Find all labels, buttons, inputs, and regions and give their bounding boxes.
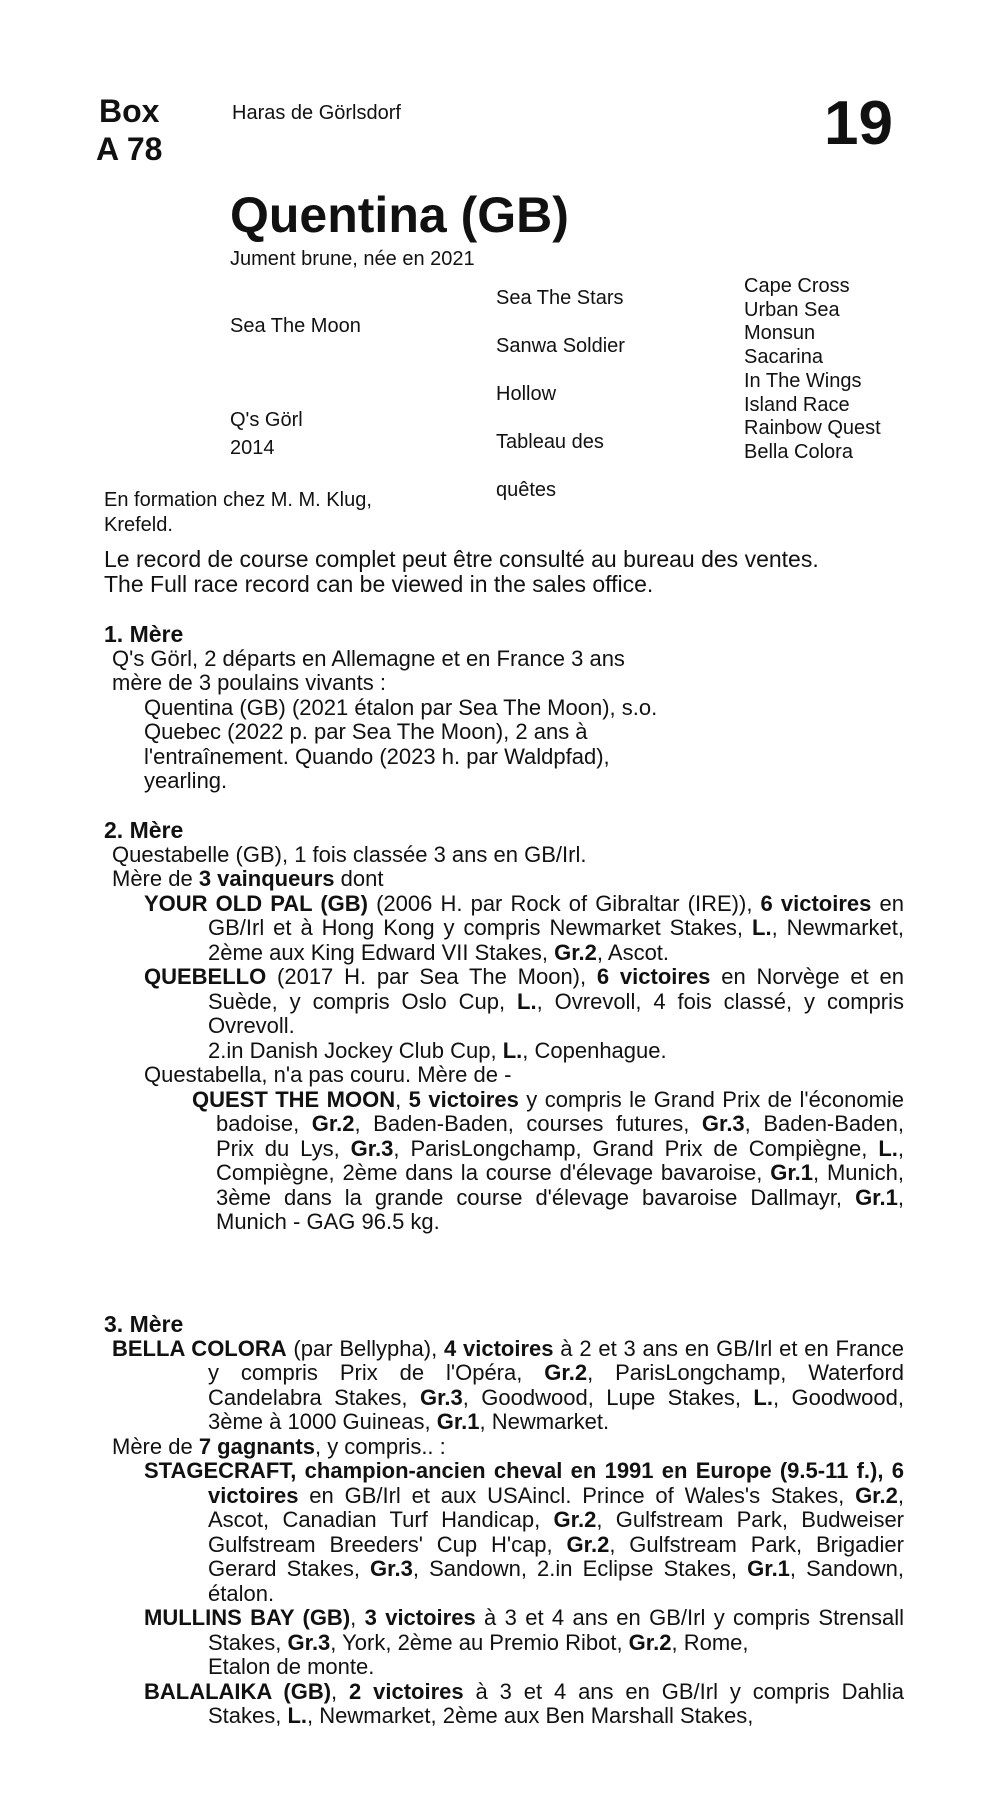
progeny-entry: Etalon de monte. (208, 1654, 375, 1679)
dam-line: Questabelle (GB), 1 fois classée 3 ans en GB/Irl. (112, 841, 587, 867)
pedigree-gen4-item: Island Race (744, 393, 850, 416)
progeny-entry: BALALAIKA (GB), 2 victoires à 3 et 4 ans en GB/Irl y compris Dahlia Stakes, L., Newmarket, 2ème aux Ben Marshall Stakes, (144, 1678, 904, 1728)
pedigree-gen3-5: quêtes (496, 479, 557, 501)
pedigree-gen3-2: Sanwa Soldier (496, 335, 625, 357)
lot-number: 19 (824, 89, 893, 158)
progeny-entry: YOUR OLD PAL (GB) (2006 H. par Rock of Gibraltar (IRE)), 6 victoires en GB/Irl et à Hong Kong y compris Newmarket Stakes, L., Newmarket, 2ème aux King Edward VII Stakes, Gr.2, Ascot. (144, 890, 904, 965)
breeder-name: Haras de Görlsdorf (232, 102, 401, 124)
pedigree-gen4-item: Bella Colora (744, 440, 853, 463)
progeny-entry: 2.in Danish Jockey Club Cup, L., Copenhague. (208, 1037, 667, 1063)
horse-description: Jument brune, née en 2021 (230, 248, 475, 270)
pedigree-gen3-1: Sea The Stars (496, 287, 624, 309)
pedigree-gen4 (744, 275, 881, 465)
dam-line: Mère de 3 vainqueurs dont (112, 866, 384, 891)
dam-line: Mère de 7 gagnants, y compris.. : (112, 1433, 446, 1459)
pedigree-gen4-item: Cape Cross (744, 275, 850, 297)
pedigree-dam: Q's Görl (230, 409, 303, 431)
progeny-entry: QUEBELLO (2017 H. par Sea The Moon), 6 victoires en Norvège et en Suède, y compris Oslo Cup, L., Ovrevoll, 4 fois classé, y compris Ovrevoll. (144, 964, 904, 1038)
section-third-dam (104, 1312, 904, 1729)
box-line2: A 78 (96, 131, 163, 167)
trainer-info: En formation chez M. M. Klug, Krefeld. (104, 489, 372, 536)
dam-entry: BELLA COLORA (par Bellypha), 4 victoires à 2 et 3 ans en GB/Irl et en France y compris Prix de l'Opéra, Gr.2, ParisLongchamp, Waterford Candelabra Stakes, Gr.3, Goodwood, Lupe Stakes, L., Goodwood, 3ème à 1000 Guineas, Gr.1, Newmarket. (112, 1335, 905, 1434)
progeny-entry: STAGECRAFT, champion-ancien cheval en 1991 en Europe (9.5-11 f.), 6 victoires en GB/Irl et aux USAincl. Prince of Wales's Stakes, Gr.2, Ascot, Canadian Turf Handicap, Gr.2, Gulfstream Park, Budweiser Gulfstream Breeders' Cup H'cap, Gr.2, Gulfstream Park, Brigadier Gerard Stakes, Gr.3, Sandown, 2.in Eclipse Stakes, Gr.1, Sandown, étalon. (144, 1458, 905, 1606)
box-label (96, 92, 162, 168)
pedigree-gen3-4: Tableau des (496, 431, 604, 453)
pedigree-sire: Sea The Moon (230, 315, 361, 337)
pedigree-gen4-item: Monsun (744, 322, 816, 345)
pedigree-gen4-item: Sacarina (744, 346, 823, 369)
horse-name: Quentina (GB) (230, 187, 569, 243)
progeny-entry: Quebec (2022 p. par Sea The Moon), 2 ans à l'entraînement. Quando (2023 h. par Waldpfad), yearling. (144, 719, 610, 793)
progeny-entry: Questabella, n'a pas couru. Mère de - (144, 1062, 512, 1087)
section-second-dam (104, 818, 904, 1235)
pedigree-gen4-item: Rainbow Quest (744, 417, 881, 440)
section-heading: 2. Mère (104, 817, 184, 843)
progeny-entry: Quentina (GB) (2021 étalon par Sea The Moon), s.o. (144, 694, 658, 720)
dam-line: mère de 3 poulains vivants : (112, 670, 386, 695)
pedigree-dam-year: 2014 (230, 437, 275, 459)
pedigree-gen3-3: Hollow (496, 383, 557, 405)
pedigree-gen4-item: In The Wings (744, 369, 862, 392)
section-heading: 1. Mère (104, 621, 184, 647)
progeny-entry: QUEST THE MOON, 5 victoires y compris le Grand Prix de l'économie badoise, Gr.2, Baden-Baden, courses futures, Gr.3, Baden-Baden, Prix du Lys, Gr.3, ParisLongchamp, Grand Prix de Compiègne, L., Compiègne, 2ème dans la course d'élevage bavaroise, Gr.1, Munich, 3ème dans la grande course d'élevage bavaroise Dallmayr, Gr.1, Munich - GAG 96.5 kg. (192, 1086, 905, 1234)
section-heading: 3. Mère (104, 1311, 184, 1337)
dam-line: Q's Görl, 2 départs en Allemagne et en France 3 ans (112, 645, 625, 671)
section-first-dam (104, 622, 904, 794)
progeny-entry: MULLINS BAY (GB), 3 victoires à 3 et 4 ans en GB/Irl y compris Strensall Stakes, Gr.3, York, 2ème au Premio Ribot, Gr.2, Rome, (144, 1605, 904, 1655)
box-line1: Box (98, 93, 160, 129)
race-record-note (104, 547, 924, 597)
note-french: Le record de course complet peut être consulté au bureau des ventes. (104, 546, 819, 572)
note-english: The Full race record can be viewed in the sales office. (104, 571, 654, 597)
pedigree-gen4-item: Urban Sea (744, 298, 840, 321)
